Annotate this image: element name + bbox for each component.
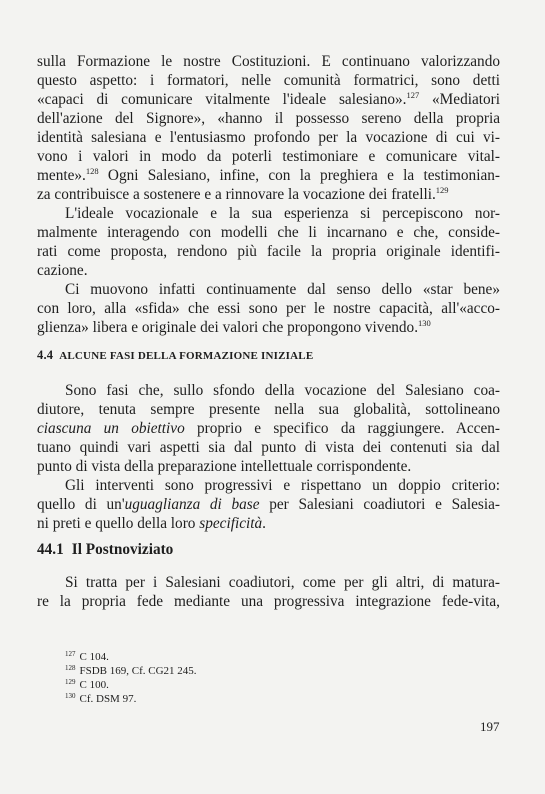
footnote-ref: 130 (418, 318, 431, 328)
text-line: malmente interagendo con modelli che li incarnano e che, conside- (37, 224, 500, 241)
text-line: punto di vista della preparazione intellettuale corrispondente. (37, 458, 412, 475)
text-line: za contribuisce a sostenere e a rinnovare la vocazione dei fratelli.$^{129}$ (37, 185, 449, 203)
footnote-ref: 129 (435, 185, 449, 195)
footnote: $^{129}$ C 100. (65, 678, 109, 691)
text-line: Si tratta per i Salesiani coadiutori, come per gli altri, di matura- (65, 574, 500, 591)
text-line: con loro, alla «sfida» che essi sono per le nostre capacità, all'«acco- (37, 300, 500, 317)
text-line: L'ideale vocazionale e la sua esperienza si percepiscono nor- (65, 205, 500, 222)
text-line: cazione. (37, 262, 88, 279)
text-line: vono i valori in modo da poterli testimoniare e comunicare vital- (37, 148, 500, 165)
footnote-ref: 128 (85, 166, 99, 176)
section-heading: 4.4 ALCUNE FASI DELLA FORMAZIONE INIZIALE (37, 348, 314, 362)
text-line: mente».$^{128}$ Ogni Salesiano, infine, con la preghiera e la testimonian- (37, 166, 500, 184)
text-line: Sono fasi che, sullo sfondo della vocazione del Salesiano coa- (65, 382, 500, 399)
footnote-ref: 127 (406, 90, 420, 100)
text-line: ni preti e quello della loro specificità. (37, 515, 266, 532)
footnote: $^{127}$ C 104. (65, 650, 109, 663)
text-line: re la propria fede mediante una progressiva integrazione fede-vita, (37, 593, 500, 610)
footnote: $^{128}$ FSDB 169, Cf. CG21 245. (65, 664, 197, 677)
text-line: tuano quindi vari aspetti sia dal punto di vista dei contenuti sia dal (37, 439, 500, 456)
text-line: diutore, tenuta sempre presente nella sua globalità, sottolineano (37, 401, 500, 418)
subsection-heading: 44.1 Il Postnoviziato (37, 541, 174, 558)
text-line: sulla Formazione le nostre Costituzioni. E continuano valorizzando (37, 53, 500, 70)
text-line: Ci muovono infatti continuamente dal senso dello «star bene» (65, 281, 500, 298)
text-line: rati come proposta, rendono più facile la propria originale identifi- (37, 243, 500, 260)
text-line: glienza» libera e originale dei valori che propongono vivendo.$^{130}$ (37, 318, 431, 336)
text-line: quello di un'uguaglianza di base per Salesiani coadiutori e Salesia- (37, 496, 500, 513)
text-line: identità salesiana e l'entusiasmo profondo per la vocazione di cui vi- (37, 129, 500, 146)
text-line: «capaci di comunicare vitalmente l'ideale salesiano».$^{127}$ «Mediatori (37, 90, 501, 108)
text-line: Gli interventi sono progressivi e rispettano un doppio criterio: (65, 477, 500, 494)
page-number: 197 (480, 719, 500, 734)
text-line: dell'azione del Signore», «hanno il possesso sereno della propria (37, 110, 500, 127)
text-line: questo aspetto: i formatori, nelle comunità formatrici, sono detti (37, 72, 500, 89)
footnote: $^{130}$ Cf. DSM 97. (65, 692, 137, 705)
text-line: ciascuna un obiettivo proprio e specifico da raggiungere. Accen- (37, 420, 500, 437)
